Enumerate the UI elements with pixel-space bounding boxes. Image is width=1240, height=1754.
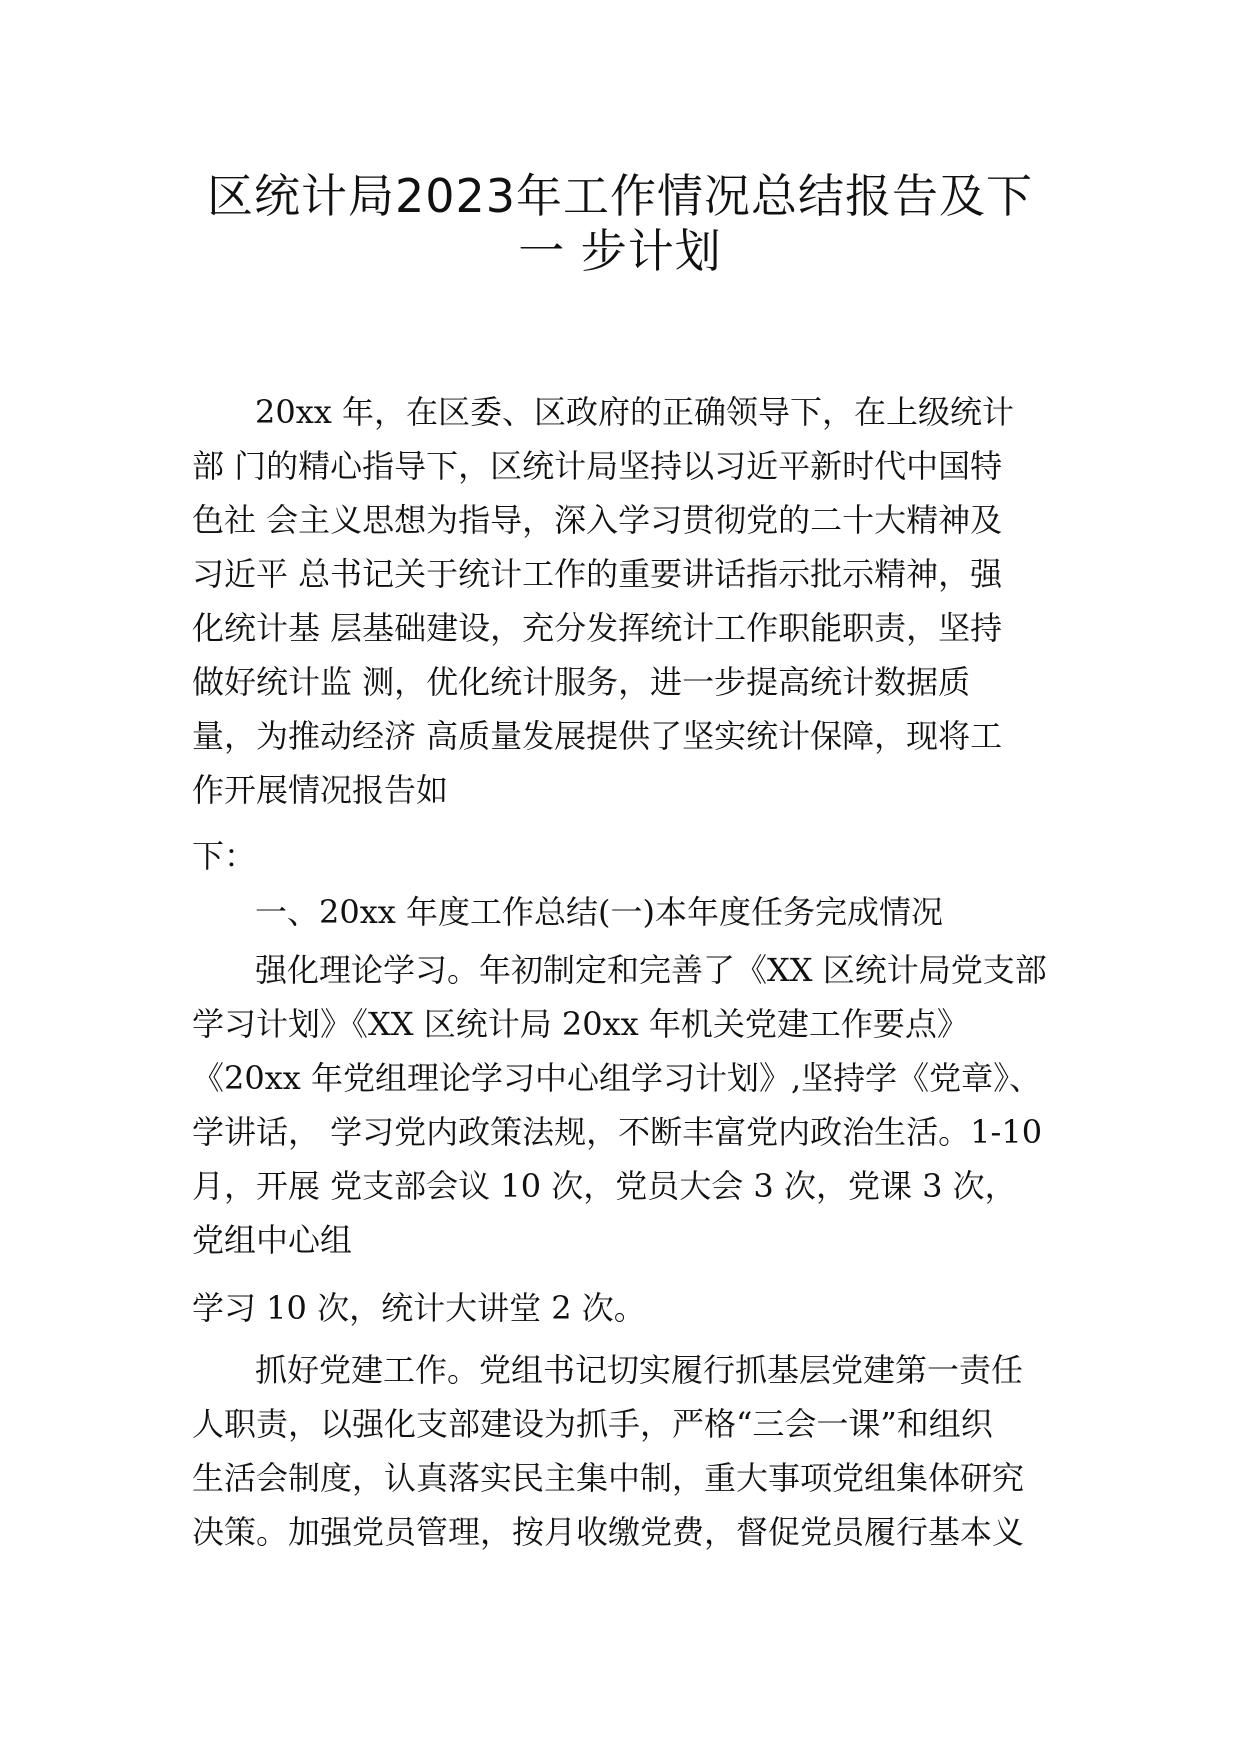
- body-line: 学习计划》《XX 区统计局 20xx 年机关党建工作要点》: [192, 1005, 969, 1043]
- body-line: 强化理论学习。年初制定和完善了《XX 区统计局党支部: [255, 951, 1047, 989]
- body-line: 生活会制度，认真落实民主集中制，重大事项党组集体研究: [192, 1459, 1025, 1497]
- body-line: 量，为推动经济 高质量发展提供了坚实统计保障，现将工: [192, 717, 1003, 755]
- body-line: 抓好党建工作。党组书记切实履行抓基层党建第一责任: [255, 1351, 1024, 1389]
- body-line: 习近平 总书记关于统计工作的重要讲话指示批示精神，强: [192, 555, 1003, 593]
- body-line: 色社 会主义思想为指导，深入学习贯彻党的二十大精神及: [192, 501, 1003, 539]
- body-line: 作开展情况报告如: [192, 771, 449, 809]
- body-line: 决策。加强党员管理，按月收缴党费，督促党员履行基本义: [192, 1513, 1025, 1551]
- body-line: 月，开展 党支部会议 10 次，党员大会 3 次，党课 3 次，: [192, 1167, 1017, 1205]
- body-line: 学习 10 次，统计大讲堂 2 次。: [192, 1289, 646, 1327]
- section-heading: 一、20xx 年度工作总结(一)本年度任务完成情况: [255, 893, 943, 931]
- document-title-line-2: 一 步计划: [518, 224, 722, 278]
- body-line: 党组中心组: [192, 1221, 353, 1259]
- body-line: 部 门的精心指导下，区统计局坚持以习近平新时代中国特: [192, 447, 1003, 485]
- body-line: 《20xx 年党组理论学习中心组学习计划》,坚持学《党章》、: [192, 1059, 1042, 1097]
- body-line: 化统计基 层基础建设，充分发挥统计工作职能职责，坚持: [192, 609, 1003, 647]
- document-title-line-1: 区统计局2023年工作情况总结报告及下: [206, 169, 1034, 223]
- body-line: 学讲话， 学习党内政策法规，不断丰富党内政治生活。1-10: [192, 1113, 1043, 1151]
- body-line: 人职责，以强化支部建设为抓手，严格“三会一课”和组织: [192, 1405, 993, 1443]
- body-line: 下：: [192, 837, 257, 875]
- body-line: 做好统计监 测，优化统计服务，进一步提高统计数据质: [192, 663, 971, 701]
- body-line: 20xx 年，在区委、区政府的正确领导下，在上级统计: [255, 393, 1014, 431]
